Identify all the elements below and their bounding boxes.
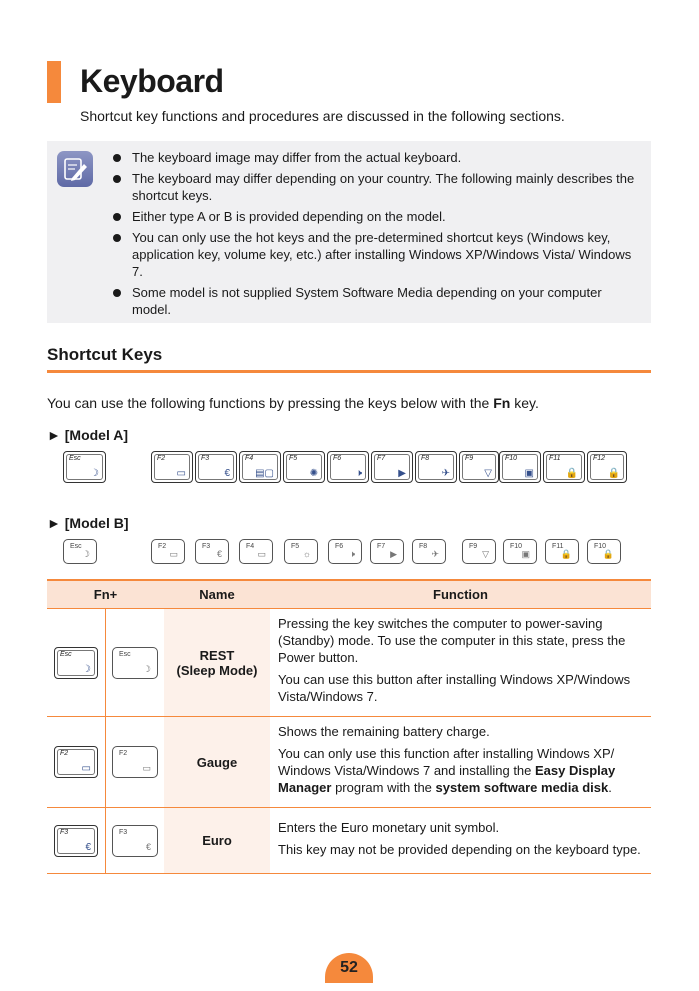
moon-icon: ☽	[82, 663, 91, 675]
shortcut-table	[47, 579, 651, 874]
key-label: F6	[333, 455, 342, 462]
battery-icon: ▭	[176, 468, 186, 479]
name-cell	[164, 609, 270, 717]
airplane-icon: ✈	[441, 468, 450, 479]
fn-key-a-cell	[47, 609, 106, 717]
page-number: 52	[325, 953, 373, 983]
key-label: F3	[119, 828, 128, 836]
moon-icon: ☽	[90, 468, 99, 479]
fn-key-b-cell	[106, 609, 165, 717]
function-cell	[270, 808, 651, 874]
col-header-fn: Fn+	[47, 580, 164, 609]
key-label: F5	[289, 455, 298, 462]
pencil-note-icon	[57, 151, 93, 187]
function-note: This key may not be provided depending on the keyboard type.	[278, 841, 641, 857]
title-accent-bar	[47, 61, 61, 103]
function-text: Enters the Euro monetary unit symbol.	[278, 819, 500, 835]
f8-key	[412, 539, 446, 564]
key-label: F8	[419, 543, 428, 550]
brightness-icon: ☼	[302, 549, 311, 559]
col-header-name: Name	[164, 580, 270, 609]
function-note: You can use this button after installing Windows XP/Windows Vista/Windows 7.	[278, 672, 631, 704]
table-row	[47, 717, 651, 808]
esc-key	[63, 451, 106, 483]
key-label: F8	[421, 455, 430, 462]
fn-key-a-cell	[47, 717, 106, 808]
mute-icon: 🕨	[355, 468, 362, 479]
fn-key-b-cell	[106, 808, 165, 874]
key-label: F2	[157, 455, 166, 462]
fn-key-text: Fn	[493, 395, 511, 411]
airplane-icon: ✈	[431, 549, 439, 559]
key-label: F11	[552, 543, 564, 550]
key-label: F10	[505, 455, 518, 462]
key-label: F3	[201, 455, 210, 462]
intro-text-end: key.	[510, 395, 539, 411]
f4-key	[239, 451, 281, 483]
f2-key-a	[54, 746, 98, 778]
fn-key-b-cell	[106, 717, 165, 808]
wireless-icon: ▽	[484, 468, 492, 479]
table-row	[47, 609, 651, 717]
section-title: Shortcut Keys	[47, 345, 163, 364]
display-icon: ▤▢	[255, 468, 274, 479]
note-item: You can only use the hot keys and the pre-determined shortcut keys (Windows key, application key, volume key, etc.) after installing Windows XP/Windows Vista/ Windows 7.	[107, 229, 637, 280]
key-label: Esc	[119, 650, 131, 658]
name-cell: Euro	[164, 808, 270, 874]
key-label: Esc	[69, 455, 81, 462]
f7-key	[370, 539, 404, 564]
f10-key	[499, 451, 541, 483]
col-header-function: Function	[270, 580, 651, 609]
lock-icon: 🔒	[565, 468, 578, 479]
name-cell: Gauge	[164, 717, 270, 808]
f3-key	[195, 539, 229, 564]
key-label: F7	[377, 543, 386, 550]
disk-name: system software media disk	[435, 780, 609, 795]
key-label: F11	[549, 455, 561, 462]
key-label: F5	[291, 543, 300, 550]
function-text: Shows the remaining battery charge.	[278, 724, 490, 739]
f5-key	[283, 451, 325, 483]
key-label: F4	[246, 543, 255, 550]
moon-icon: ☽	[142, 663, 151, 674]
f3-key	[195, 451, 237, 483]
model-a-label: ► [Model A]	[47, 427, 128, 443]
note-item: The keyboard may differ depending on your country. The following mainly describes the shortcut keys.	[107, 170, 637, 204]
lock-icon: 🔒	[560, 549, 572, 559]
key-label: F4	[245, 455, 254, 462]
lock-icon: 🔒	[607, 468, 620, 479]
key-label: F10	[594, 543, 607, 550]
note-item: Some model is not supplied System Software Media depending on your computer model.	[107, 284, 637, 318]
key-label: F9	[465, 455, 474, 462]
f4-key	[239, 539, 273, 564]
note-list	[107, 149, 637, 322]
f10-key	[503, 539, 537, 564]
page-subtitle: Shortcut key functions and procedures are discussed in the following sections.	[80, 108, 565, 124]
euro-icon: €	[216, 549, 222, 559]
program-name: Easy Display Manager	[278, 763, 616, 795]
section-intro	[47, 395, 539, 411]
esc-key-b	[112, 647, 158, 679]
key-label: Esc	[60, 650, 72, 658]
key-label: F6	[335, 543, 344, 550]
name-text: REST	[199, 647, 235, 663]
f11-key	[543, 451, 585, 483]
f6-key	[328, 539, 362, 564]
table-header-row	[47, 580, 651, 609]
f2-key	[151, 451, 193, 483]
key-label: F9	[469, 543, 478, 550]
note-text: .	[608, 780, 612, 795]
brightness-icon: ✺	[309, 468, 318, 479]
euro-icon: €	[145, 841, 151, 852]
f3-key-a	[54, 825, 98, 857]
note-text: program with the	[331, 780, 436, 795]
f9-key	[462, 539, 496, 564]
touchpad-icon: ▣	[521, 549, 530, 559]
esc-key	[63, 539, 97, 564]
note-box	[47, 141, 651, 323]
play-icon: ▶	[390, 549, 397, 559]
key-label: F2	[158, 543, 167, 550]
intro-text: You can use the following functions by pressing the keys below with the	[47, 395, 494, 411]
fn-key-a-cell	[47, 808, 106, 874]
key-label: F12	[593, 455, 606, 462]
function-cell	[270, 609, 651, 717]
f2-key-b	[112, 746, 158, 778]
f2-key	[151, 539, 185, 564]
model-b-label: ► [Model B]	[47, 515, 129, 531]
touchpad-icon: ▣	[524, 468, 534, 479]
mute-icon: 🕨	[349, 549, 355, 559]
euro-icon: €	[224, 468, 230, 479]
esc-key-a	[54, 647, 98, 679]
key-label: F2	[119, 750, 128, 757]
note-item: Either type A or B is provided depending on the model.	[107, 208, 637, 225]
f12-key	[587, 451, 627, 483]
f3-key-b	[112, 825, 158, 857]
note-text: You can only use this function after installing Windows XP/ Windows Vista/Windows 7 and installing the	[278, 746, 615, 778]
display-icon: ▭	[257, 549, 266, 559]
page-title: Keyboard	[80, 63, 224, 99]
battery-icon: ▭	[81, 763, 91, 774]
table-row	[47, 808, 651, 874]
function-text: Pressing the key switches the computer to power-saving (Standby) mode. To use the computer in this state, press the Power button.	[278, 616, 626, 665]
note-item: The keyboard image may differ from the actual keyboard.	[107, 149, 637, 166]
key-label: Esc	[70, 543, 82, 550]
wireless-icon: ▽	[482, 549, 489, 559]
section-divider	[47, 370, 651, 373]
f11-key	[545, 539, 579, 564]
battery-icon: ▭	[142, 763, 151, 773]
f5-key	[284, 539, 318, 564]
key-label: F10	[510, 543, 523, 550]
f8-key	[415, 451, 457, 483]
f7-key	[371, 451, 413, 483]
battery-icon: ▭	[169, 549, 178, 559]
key-label: F7	[377, 455, 386, 462]
function-cell	[270, 717, 651, 808]
moon-icon: ☽	[81, 549, 90, 559]
euro-icon: €	[85, 841, 91, 853]
f6-key	[327, 451, 369, 483]
key-label: F2	[60, 750, 69, 757]
lock-icon: 🔒	[602, 549, 614, 559]
key-label: F3	[60, 828, 69, 836]
key-label: F3	[202, 543, 211, 550]
play-icon: ▶	[398, 468, 406, 479]
f9-key	[459, 451, 499, 483]
name-subtext: (Sleep Mode)	[176, 662, 258, 678]
function-note	[278, 745, 645, 796]
f10-key	[587, 539, 621, 564]
